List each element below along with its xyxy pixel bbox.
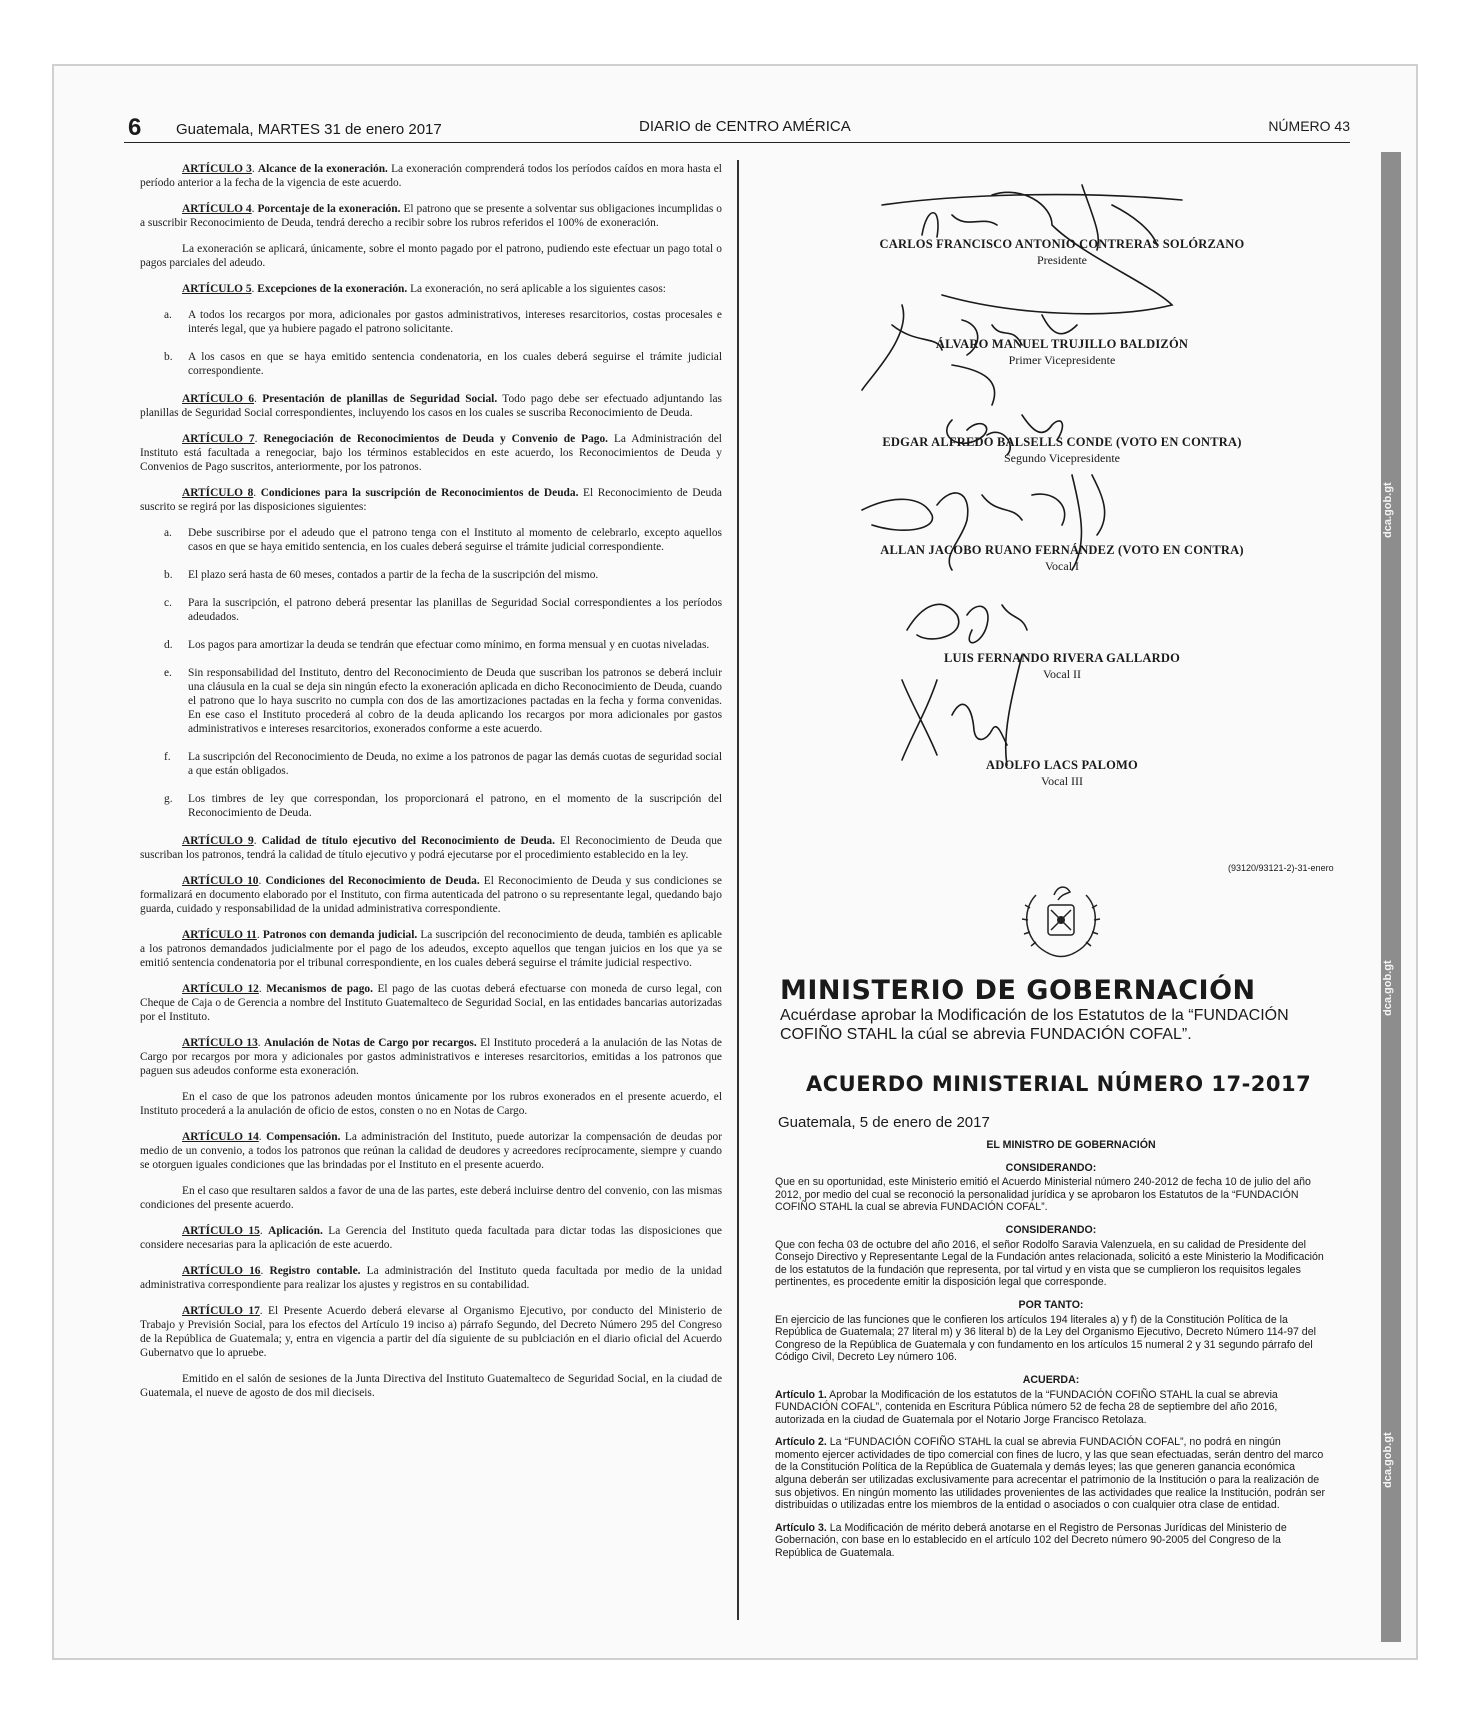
issue-number: NÚMERO 43 bbox=[1268, 118, 1350, 134]
page-header bbox=[124, 112, 1350, 143]
list-item: g. Los timbres de ley que correspondan, los proporcionará el patrono, en el momento de la suscripción del Reconocimiento de Deuda. bbox=[164, 793, 722, 819]
por-tanto-heading: POR TANTO: bbox=[1018, 1298, 1084, 1311]
strip-label-mid: dca.gob.gt bbox=[1382, 960, 1394, 1016]
article-3: ARTÍCULO 3. Alcance de la exoneración. La exoneración comprenderá todos los períodos caídos en mora hasta el período anterior a la fecha de la vigencia de este acuerdo. bbox=[140, 163, 722, 189]
column-divider bbox=[737, 160, 739, 1620]
minister-heading: EL MINISTRO DE GOBERNACIÓN bbox=[986, 1139, 1156, 1151]
acuerdo-title: ACUERDO MINISTERIAL NÚMERO 17-2017 bbox=[806, 1072, 1312, 1096]
article-16: ARTÍCULO 16. Registro contable. La administración del Instituto queda facultada por medio de la unidad administrativa correspondiente para realizar los ajustes y registros en su contabilidad. bbox=[140, 1265, 722, 1291]
considerando-text: Que en su oportunidad, este Ministerio emitió el Acuerdo Ministerial número 240-2012 de fecha 10 de julio del año 2012, por medio del cual se reconoció la personalidad jurídica y se aprobaron los Estatutos de la “FUNDACIÓN COFIÑO STAHL la cual se abrevia FUNDACIÓN COFAL”. bbox=[775, 1176, 1311, 1214]
article-10: ARTÍCULO 10. Condiciones del Reconocimiento de Deuda. El Reconocimiento de Deuda y sus condiciones se formalizará en documento elaborado por el Instituto, con firma autenticada del patrono o su representante legal, quedando bajo guarda, cuidado y responsabilidad de la unidad administrativa correspondiente. bbox=[140, 875, 722, 915]
signatures-block bbox=[752, 175, 1372, 875]
considerando-heading: CONSIDERANDO: bbox=[1005, 1223, 1097, 1236]
list-item: f. La suscripción del Reconocimiento de Deuda, no exime a los patronos de pagar las demás cuotas de seguridad social a que están obligados. bbox=[164, 751, 722, 777]
list-item: e. Sin responsabilidad del Instituto, dentro del Reconocimiento de Deuda que suscriban los patronos se deberá incluir una cláusula en la cual se deja sin ningún efecto la exoneración aplicada en dicho Reconocimiento de Deuda, cuando el patrono que lo haya suscrito no cumpla con dos de las amortizaciones pactadas en la fecha y forma convenidas. En ese caso el Instituto procederá al cobro de la deuda aplicando los recargos por mora adicionales por gastos administrativos e intereses resarcitorios, exonerados conforme a este acuerdo. bbox=[164, 667, 722, 735]
article-17: ARTÍCULO 17. El Presente Acuerdo deberá elevarse al Organismo Ejecutivo, por conducto del Ministerio de Trabajo y Previsión Social, para los efectos del Artículo 19 inciso a) párrafo Segundo, del Decreto Número 295 del Congreso de la República de Guatemala; y, entra en vigencia a partir del día siguiente de su publciación en el diario oficial del Acuerdo Gubernatvo que lo apruebe. bbox=[140, 1305, 722, 1359]
article-12: ARTÍCULO 12. Mecanismos de pago. El pago de las cuotas deberá efectuarse con moneda de curso legal, con Cheque de Caja o de Gerencia a nombre del Instituto Guatemalteco de Seguridad Social, en las entidades bancarias autorizadas por el Instituto. bbox=[140, 983, 722, 1023]
signatory-role: Vocal II bbox=[1042, 667, 1082, 681]
list-item: a. Debe suscribirse por el adeudo que el patrono tenga con el Instituto al momento de celebrarlo, excepto aquellos casos en que se haya emitido sentencia, en los cuales deberá seguirse el trámite judicial correspondiente. bbox=[164, 527, 722, 553]
signatory-role: Segundo Vicepresidente bbox=[1003, 451, 1121, 465]
signatory-name: ALLAN JACOBO RUANO FERNÁNDEZ (VOTO EN CONTRA) bbox=[880, 543, 1244, 557]
header-date: Guatemala, MARTES 31 de enero 2017 bbox=[176, 121, 442, 138]
strip-label-top: dca.gob.gt bbox=[1382, 482, 1394, 538]
article-14: ARTÍCULO 14. Compensación. La administración del Instituto, puede autorizar la compensación de deudas por medio de un convenio, a todos los patronos que reúnan la calidad de deudores y acreedores recíprocamente, siempre y cuando se otorguen iguales condiciones que las brindadas por el Instituto en el presente acuerdo. bbox=[140, 1131, 723, 1171]
strip-label-bottom: dca.gob.gt bbox=[1382, 1432, 1394, 1488]
article-6: ARTÍCULO 6. Presentación de planillas de Seguridad Social. Todo pago debe ser efectuado adjuntando las planillas de Seguridad Social correspondientes, incluyendo los casos en los cuales se suscriba Reconocimiento de Deuda. bbox=[140, 393, 722, 419]
signatory-name: ADOLFO LACS PALOMO bbox=[986, 758, 1138, 772]
signatory-role: Vocal I bbox=[1044, 559, 1080, 573]
signatory-name: ÁLVARO MANUEL TRUJILLO BALDIZÓN bbox=[935, 337, 1189, 351]
acuerda-heading: ACUERDA: bbox=[1022, 1373, 1080, 1386]
acuerdo-article-3: Artículo 3. La Modificación de mérito deberá anotarse en el Registro de Personas Jurídicas del Ministerio de Gobernación, con base en lo establecido en el artículo 102 del Decreto número 90-2005 del Congreso de la República de Guatemala. bbox=[775, 1521, 1287, 1560]
signatory-role: Primer Vicepresidente bbox=[1008, 353, 1116, 367]
considerando-text: Que con fecha 03 de octubre del año 2016, el señor Rodolfo Saravia Valenzuela, en su calidad de Presidente del Consejo Directivo y Representante Legal de la Fundación antes relacionada, solicitó a este Ministerio la Modificación de los estatutos de la fundación que representa, por tal virtud y en vista que se cumplieron los requisitos legales pertinentes, es procedente emitir la disposición legal que corresponde. bbox=[775, 1238, 1324, 1289]
list-item: b. El plazo será hasta de 60 meses, contados a partir de la fecha de la suscripción del mismo. bbox=[164, 569, 599, 581]
article-8: ARTÍCULO 8. Condiciones para la suscripción de Reconocimientos de Deuda. El Reconocimiento de Deuda suscrito se regirá por las disposiciones siguientes: bbox=[140, 487, 722, 513]
left-column bbox=[140, 162, 722, 1412]
article-13-paragraph: En el caso de que los patronos adeuden montos únicamente por los rubros exonerados en el presente acuerdo, el Instituto procederá a la anulación de oficio de estos, consten o no en Notas de Cargo. bbox=[140, 1091, 722, 1117]
list-item: a. A todos los recargos por mora, adicionales por gastos administrativos, intereses resarcitorios, costas procesales e interés legal, que ya hubiere pagado el patrono solicitante. bbox=[164, 309, 722, 335]
acuerdo-body bbox=[775, 1139, 1327, 1562]
considerando-heading: CONSIDERANDO: bbox=[1005, 1161, 1097, 1174]
list-item: c. Para la suscripción, el patrono deberá presentar las planillas de Seguridad Social correspondientes a los períodos adeudados. bbox=[164, 597, 722, 623]
article-13: ARTÍCULO 13. Anulación de Notas de Cargo por recargos. El Instituto procederá a la anulación de las Notas de Cargo por recargos por mora y adicionales por gastos administrativos e intereses resarcitorios, emitidas a los patronos que paguen sus adeudos conforme esta exoneración. bbox=[140, 1037, 722, 1077]
place-date: Guatemala, 5 de enero de 2017 bbox=[778, 1114, 990, 1131]
list-item: d. Los pagos para amortizar la deuda se tendrán que efectuar como mínimo, en forma mensual y en cuotas niveladas. bbox=[164, 639, 710, 651]
signatory-name: LUIS FERNANDO RIVERA GALLARDO bbox=[943, 651, 1181, 665]
signatory-role: Vocal III bbox=[1040, 774, 1084, 788]
article-11: ARTÍCULO 11. Patronos con demanda judicial. La suscripción del reconocimiento de deuda, también es aplicable a los patronos demandados judicialmente por el pago de los adeudos, excepto aquellos que tengan juicios en los que ya se emitió sentencia condenatoria por el tribunal correspondiente, en los cuales deberá seguirse el trámite judicial respectivo. bbox=[140, 929, 722, 969]
signatory-role: Presidente bbox=[1037, 253, 1087, 267]
signatory-name: CARLOS FRANCISCO ANTONIO CONTRERAS SOLÓRZANO bbox=[879, 237, 1245, 251]
closing-paragraph: Emitido en el salón de sesiones de la Junta Directiva del Instituto Guatemalteco de Seguridad Social, en la ciudad de Guatemala, el nueve de agosto de dos mil dieciseis. bbox=[140, 1373, 722, 1399]
ministry-subtitle: Acuérdase aprobar la Modificación de los Estatutos de la “FUNDACIÓN COFIÑO STAHL la cúal se abrevia FUNDACIÓN COFAL”. bbox=[780, 1007, 1289, 1043]
article-15: ARTÍCULO 15. Aplicación. La Gerencia del Instituto queda facultada para dictar todas las disposiciones que considere necesarias para la aplicación de este acuerdo. bbox=[140, 1225, 722, 1251]
newspaper-name: DIARIO de CENTRO AMÉRICA bbox=[639, 118, 851, 135]
publication-reference: (93120/93121-2)-31-enero bbox=[1228, 863, 1334, 873]
list-item: b. A los casos en que se haya emitido sentencia condenatoria, en los cuales deberá seguirse el trámite judicial correspondiente. bbox=[164, 351, 722, 377]
article-4: ARTÍCULO 4. Porcentaje de la exoneración. El patrono que se presente a solventar sus obligaciones incumplidas o a suscribir Reconocimiento de Deuda, tendrá derecho a recibir sobre los rubros referidos el 100% de exoneración. bbox=[140, 203, 722, 229]
coat-of-arms-icon bbox=[1016, 880, 1106, 965]
acuerdo-article-1: Artículo 1. Aprobar la Modificación de los estatutos de la “FUNDACIÓN COFIÑO STAHL la cual se abrevia FUNDACIÓN COFAL”, contenida en Escritura Pública número 52 de fecha 28 de septiembre del año 2016, autorizada en la ciudad de Guatemala por el Notario Jorge Francisco Retolaza. bbox=[775, 1388, 1278, 1426]
article-14-paragraph: En el caso que resultaren saldos a favor de una de las partes, este deberá incluirse dentro del convenio, con las mismas condiciones del presente acuerdo. bbox=[140, 1185, 722, 1211]
side-strip bbox=[1381, 152, 1401, 1642]
article-5: ARTÍCULO 5. Excepciones de la exoneración. La exoneración, no será aplicable a los siguientes casos: bbox=[182, 283, 666, 295]
ministry-title: MINISTERIO DE GOBERNACIÓN bbox=[780, 975, 1256, 1006]
article-9: ARTÍCULO 9. Calidad de título ejecutivo del Reconocimiento de Deuda. El Reconocimiento de Deuda que suscriban los patronos, tendrá la calidad de título ejecutivo y podrá ejecutarse por el procedimiento establecido en la ley. bbox=[140, 835, 722, 861]
page-number: 6 bbox=[128, 114, 142, 141]
article-7: ARTÍCULO 7. Renegociación de Reconocimientos de Deuda y Convenio de Pago. La Administración del Instituto está facultada a renegociar, bajo los términos establecidos en este acuerdo, los Reconocimientos de Deuda y Convenios de Pago suscritos, anteriormente, por los patronos. bbox=[140, 433, 722, 473]
article-4-paragraph: La exoneración se aplicará, únicamente, sobre el monto pagado por el patrono, pudiendo este efectuar un pago total o pagos parciales del adeudo. bbox=[140, 243, 722, 269]
por-tanto-text: En ejercicio de las funciones que le confieren los artículos 194 literales a) y f) de la Constitución Política de la República de Guatemala; 27 literal m) y 36 literal b) de la Ley del Organismo Ejecutivo, Decreto Número 114-97 del Congreso de la República de Guatemala y con fundamento en los artículos 15 numeral 2 y 31 segundo párrafo del Código Civil, Decreto Ley número 106. bbox=[775, 1313, 1316, 1364]
signatory-name: EDGAR ALFREDO BALSELLS CONDE (VOTO EN CONTRA) bbox=[882, 435, 1242, 449]
acuerdo-article-2: Artículo 2. La “FUNDACIÓN COFIÑO STAHL la cual se abrevia FUNDACIÓN COFAL”, no podrá en ningún momento ejercer actividades de tipo comercial con fines de lucro, y las que sean efectuadas, serán dentro del marco de la Constitución Política de la República de Guatemala y demás leyes; las que generen ganancia económica alguna deberán ser utilizadas exclusivamente para acrecentar el patrimonio de la Institución o para la realización de sus objetivos. En ningún momento las utilidades provenientes de las actividades que realice la Institución, podrán ser distribuidas o utilizadas entre los miembros de la entidad o asociados o con cualquier otra clase de entidad. bbox=[775, 1436, 1326, 1512]
